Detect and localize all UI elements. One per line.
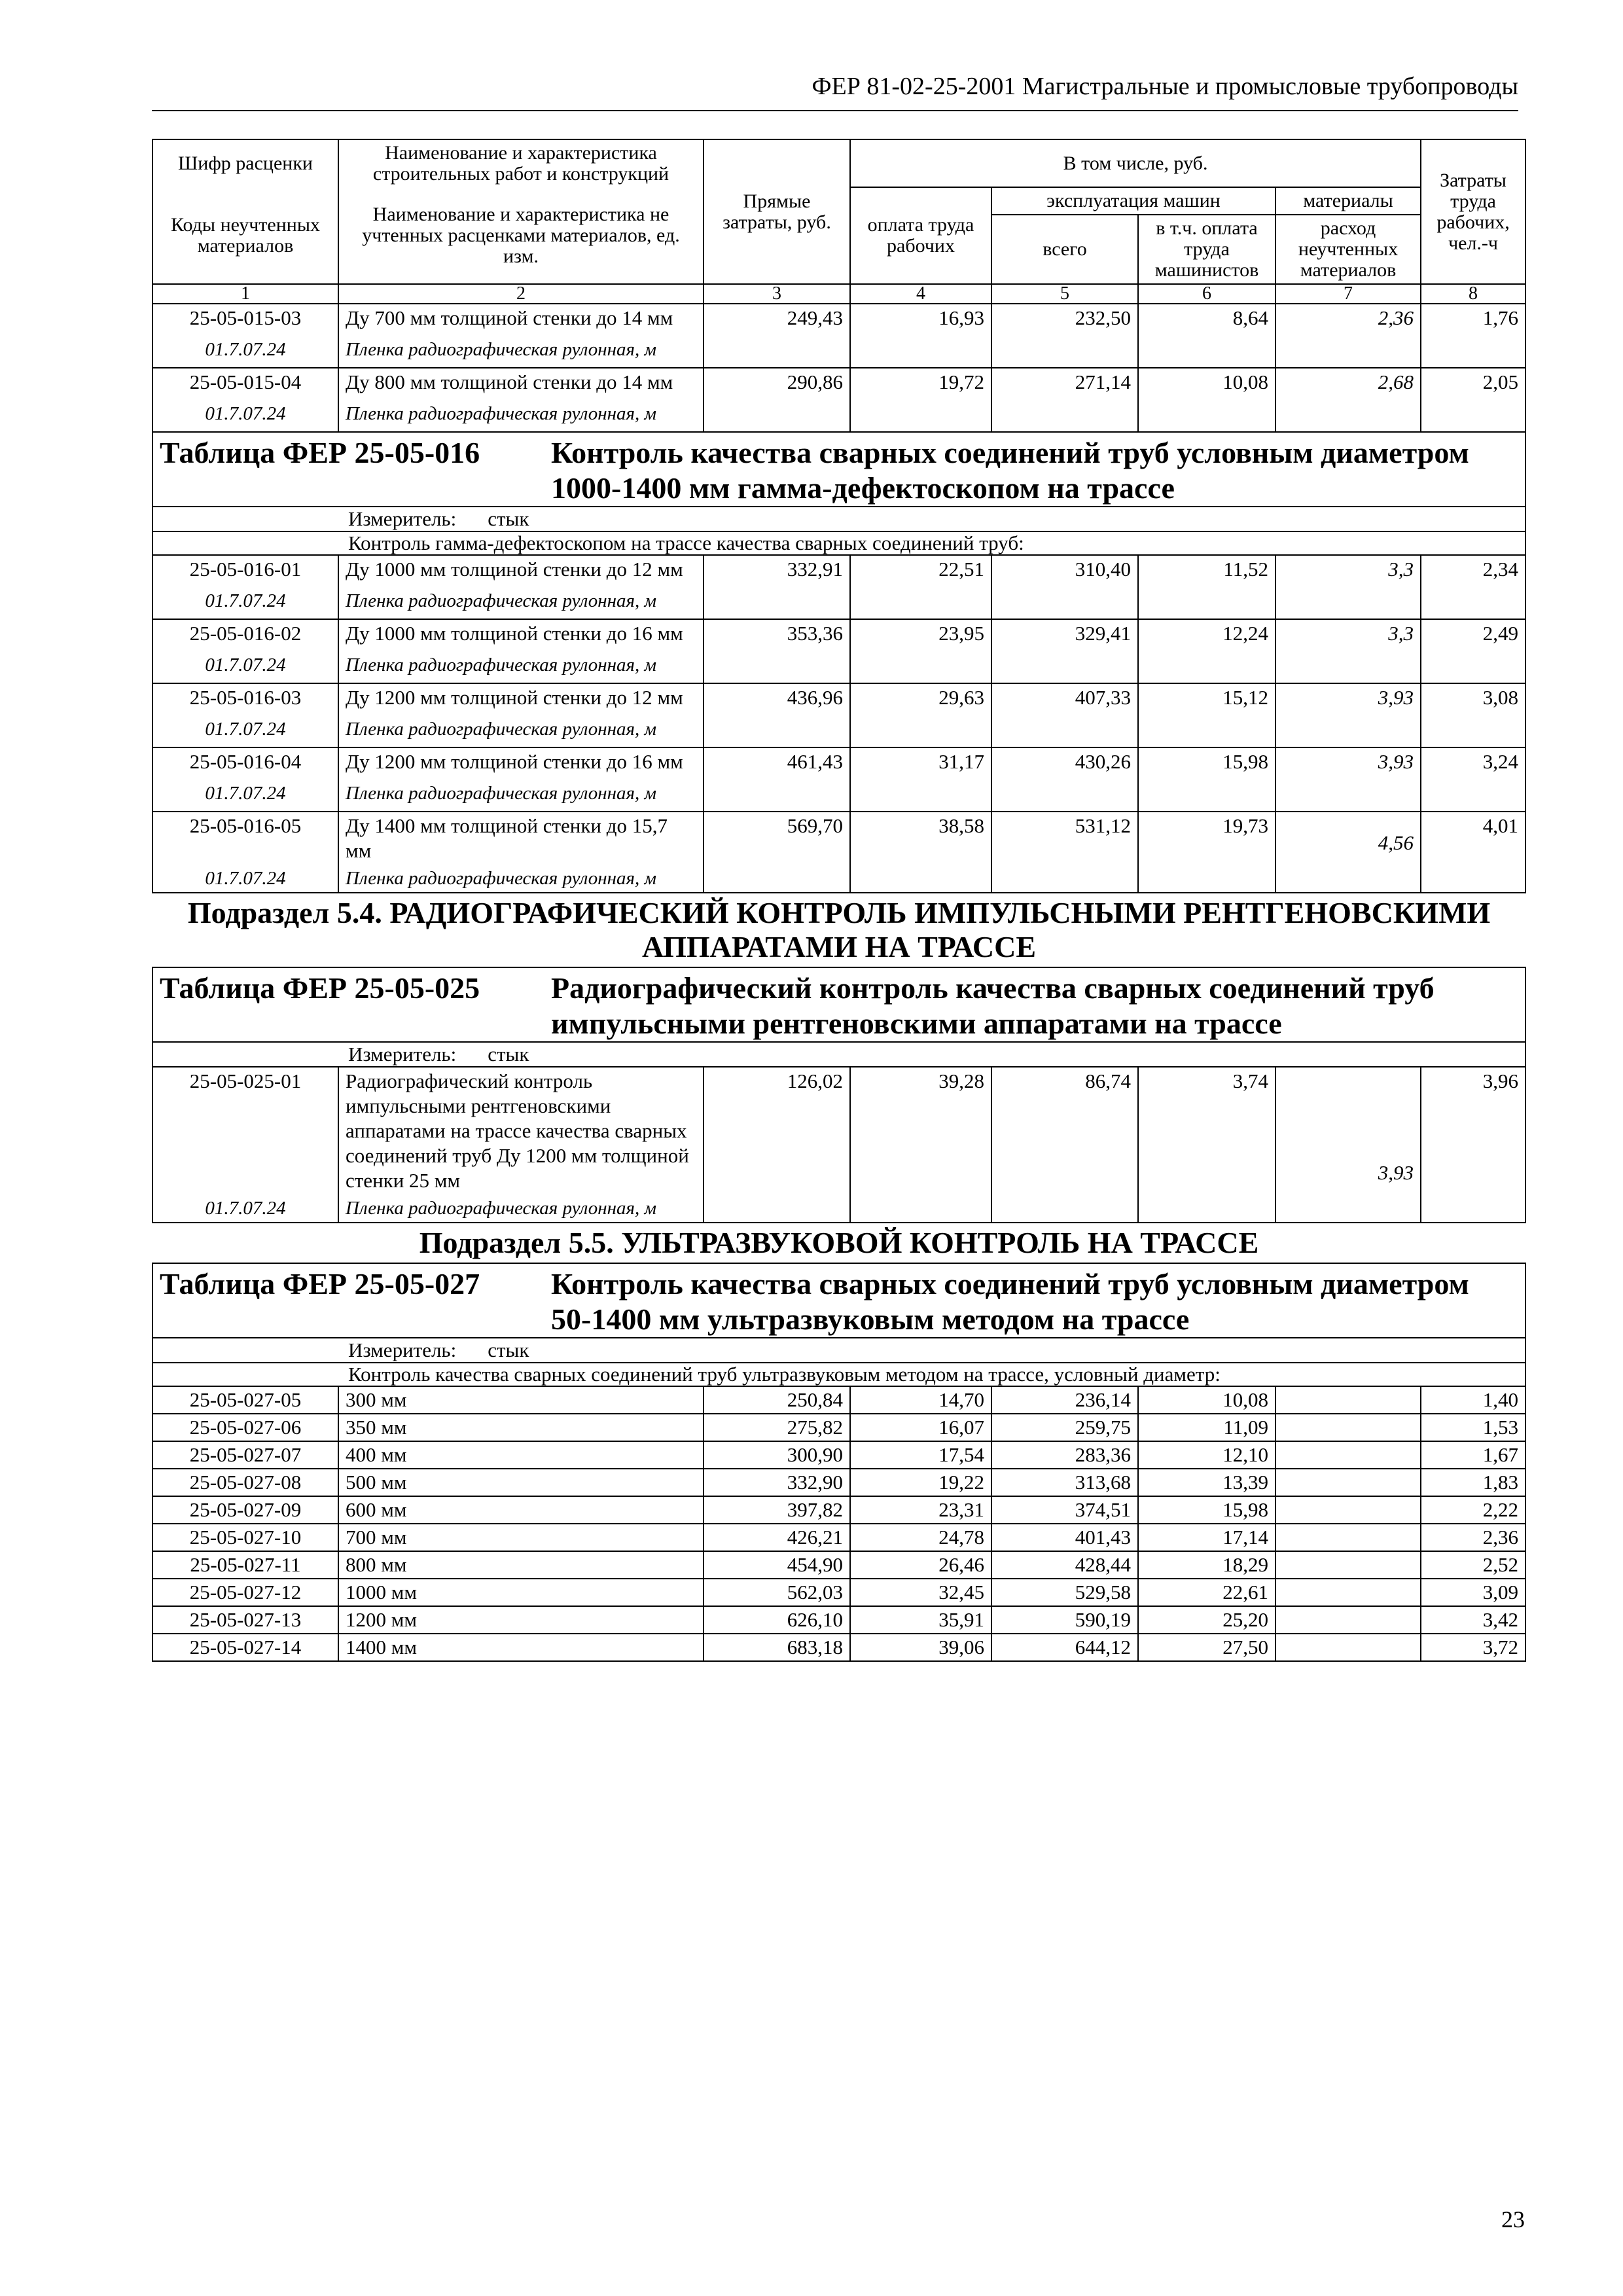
materials-use — [1275, 1524, 1421, 1551]
machines-total: 401,43 — [991, 1524, 1138, 1551]
table-025-heading — [152, 967, 1525, 1067]
price-table — [152, 139, 1526, 1662]
machinist-wage: 18,29 — [1138, 1551, 1275, 1579]
worker-wage: 23,31 — [850, 1496, 991, 1524]
materials-use — [1275, 304, 1421, 368]
header-including: В том числе, руб. — [850, 139, 1421, 187]
labor-costs: 2,22 — [1421, 1496, 1525, 1524]
header-direct-costs: Прямые затраты, руб. — [704, 139, 850, 284]
rate-code: 25-05-027-08 — [152, 1469, 338, 1496]
header-machines-wage: в т.ч. оплата труда машинистов — [1138, 215, 1275, 284]
machinist-wage: 11,52 — [1138, 555, 1275, 619]
machinist-wage: 12,10 — [1138, 1441, 1275, 1469]
header-name-top: Наименование и характеристика строительных работ и конструкций — [338, 139, 704, 187]
labor-costs: 3,96 — [1421, 1067, 1525, 1223]
machinist-wage: 27,50 — [1138, 1634, 1275, 1661]
materials-use — [1275, 555, 1421, 619]
rate-code: 25-05-016-04 — [152, 747, 338, 780]
labor-costs: 3,24 — [1421, 747, 1525, 812]
material-name: Пленка радиографическая рулонная, м — [338, 715, 704, 747]
material-name: Пленка радиографическая рулонная, м — [338, 400, 704, 432]
table-row — [152, 683, 1525, 715]
direct-costs: 397,82 — [704, 1496, 850, 1524]
rate-code: 25-05-015-03 — [152, 304, 338, 336]
table-row — [152, 747, 1525, 780]
table-row — [152, 1606, 1525, 1634]
header-machines-total: всего — [991, 215, 1138, 284]
materials-use — [1275, 619, 1421, 683]
subsection-heading: Подраздел 5.5. УЛЬТРАЗВУКОВОЙ КОНТРОЛЬ НА ТРАССЕ — [152, 1223, 1525, 1263]
machinist-wage: 13,39 — [1138, 1469, 1275, 1496]
rate-code: 25-05-016-01 — [152, 555, 338, 587]
table-title — [152, 967, 1525, 1042]
price-table-container — [152, 139, 1525, 1662]
machines-total: 271,14 — [991, 368, 1138, 432]
material-name: Пленка радиографическая рулонная, м — [338, 780, 704, 812]
work-description: 800 мм — [338, 1551, 704, 1579]
machines-total: 313,68 — [991, 1469, 1138, 1496]
machines-total: 329,41 — [991, 619, 1138, 683]
labor-costs: 2,34 — [1421, 555, 1525, 619]
materials-use — [1275, 1414, 1421, 1441]
materials-use — [1275, 1386, 1421, 1414]
material-amount: 3,3 — [1388, 622, 1414, 645]
rate-code: 25-05-027-07 — [152, 1441, 338, 1469]
machines-total: 428,44 — [991, 1551, 1138, 1579]
measure-label: Измеритель: — [348, 1338, 457, 1361]
materials-use — [1275, 812, 1421, 893]
direct-costs: 569,70 — [704, 812, 850, 893]
machinist-wage: 15,12 — [1138, 683, 1275, 747]
header-machines: эксплуатация машин — [991, 187, 1275, 215]
machines-total: 232,50 — [991, 304, 1138, 368]
work-description: Ду 1400 мм толщиной стенки до 15,7 мм — [338, 812, 704, 865]
machines-total: 283,36 — [991, 1441, 1138, 1469]
direct-costs: 290,86 — [704, 368, 850, 432]
measure-label: Измеритель: — [348, 507, 457, 530]
material-amount: 3,3 — [1388, 558, 1414, 581]
worker-wage: 38,58 — [850, 812, 991, 893]
worker-wage: 19,72 — [850, 368, 991, 432]
direct-costs: 332,91 — [704, 555, 850, 619]
header-code-bottom: Коды неучтенных материалов — [152, 187, 338, 284]
table-title-text: Контроль качества сварных соединений труб условным диаметром 1000-1400 мм гамма-дефектоскопом на трассе — [551, 436, 1469, 505]
rows-015 — [152, 304, 1525, 432]
direct-costs: 683,18 — [704, 1634, 850, 1661]
direct-costs: 436,96 — [704, 683, 850, 747]
work-description: 400 мм — [338, 1441, 704, 1469]
worker-wage: 39,06 — [850, 1634, 991, 1661]
table-row — [152, 1441, 1525, 1469]
column-number: 6 — [1138, 284, 1275, 304]
measure-unit — [152, 1338, 1525, 1363]
material-name: Пленка радиографическая рулонная, м — [338, 587, 704, 619]
worker-wage: 16,07 — [850, 1414, 991, 1441]
table-title — [152, 432, 1525, 507]
machinist-wage: 22,61 — [1138, 1579, 1275, 1606]
materials-use — [1275, 1551, 1421, 1579]
labor-costs: 2,05 — [1421, 368, 1525, 432]
table-label: Таблица ФЕР 25-05-016 — [160, 436, 480, 469]
table-intro: Контроль качества сварных соединений труб ультразвуковым методом на трассе, условный диаметр: — [152, 1363, 1525, 1386]
table-row — [152, 1386, 1525, 1414]
worker-wage: 23,95 — [850, 619, 991, 683]
page-number: 23 — [1501, 2206, 1525, 2233]
labor-costs: 3,72 — [1421, 1634, 1525, 1661]
worker-wage: 17,54 — [850, 1441, 991, 1469]
material-amount: 2,68 — [1378, 370, 1414, 393]
table-label: Таблица ФЕР 25-05-025 — [160, 971, 480, 1005]
work-description: Ду 1000 мм толщиной стенки до 12 мм — [338, 555, 704, 587]
machines-total: 529,58 — [991, 1579, 1138, 1606]
material-code: 01.7.07.24 — [152, 1194, 338, 1223]
machines-total: 86,74 — [991, 1067, 1138, 1223]
labor-costs: 4,01 — [1421, 812, 1525, 893]
direct-costs: 275,82 — [704, 1414, 850, 1441]
table-label: Таблица ФЕР 25-05-027 — [160, 1267, 480, 1300]
machines-total: 590,19 — [991, 1606, 1138, 1634]
material-code: 01.7.07.24 — [152, 400, 338, 432]
direct-costs: 250,84 — [704, 1386, 850, 1414]
machinist-wage: 12,24 — [1138, 619, 1275, 683]
work-description: Ду 1000 мм толщиной стенки до 16 мм — [338, 619, 704, 651]
table-row — [152, 1469, 1525, 1496]
materials-use — [1275, 1634, 1421, 1661]
labor-costs: 2,49 — [1421, 619, 1525, 683]
rate-code: 25-05-016-02 — [152, 619, 338, 651]
machinist-wage: 15,98 — [1138, 747, 1275, 812]
material-code: 01.7.07.24 — [152, 336, 338, 368]
measure-value: стык — [488, 507, 529, 530]
machines-total: 374,51 — [991, 1496, 1138, 1524]
table-row — [152, 1551, 1525, 1579]
rate-code: 25-05-016-05 — [152, 812, 338, 865]
table-row — [152, 304, 1525, 336]
materials-use — [1275, 1469, 1421, 1496]
work-description: 300 мм — [338, 1386, 704, 1414]
machinist-wage: 15,98 — [1138, 1496, 1275, 1524]
material-amount: 3,93 — [1378, 750, 1414, 773]
labor-costs: 3,42 — [1421, 1606, 1525, 1634]
header-materials-use: расход неучтенных материалов — [1275, 215, 1421, 284]
machinist-wage: 19,73 — [1138, 812, 1275, 893]
machinist-wage: 17,14 — [1138, 1524, 1275, 1551]
material-code: 01.7.07.24 — [152, 865, 338, 893]
machinist-wage: 10,08 — [1138, 368, 1275, 432]
material-name: Пленка радиографическая рулонная, м — [338, 1194, 704, 1223]
labor-costs: 3,08 — [1421, 683, 1525, 747]
rows-025 — [152, 1067, 1525, 1223]
rate-code: 25-05-027-05 — [152, 1386, 338, 1414]
labor-costs: 2,36 — [1421, 1524, 1525, 1551]
material-name: Пленка радиографическая рулонная, м — [338, 336, 704, 368]
material-code: 01.7.07.24 — [152, 651, 338, 683]
material-code: 01.7.07.24 — [152, 780, 338, 812]
materials-use — [1275, 1606, 1421, 1634]
direct-costs: 426,21 — [704, 1524, 850, 1551]
measure-unit — [152, 1042, 1525, 1067]
materials-use — [1275, 1067, 1421, 1223]
column-number: 7 — [1275, 284, 1421, 304]
worker-wage: 35,91 — [850, 1606, 991, 1634]
table-row — [152, 1634, 1525, 1661]
rate-code: 25-05-027-10 — [152, 1524, 338, 1551]
rows-027 — [152, 1386, 1525, 1661]
direct-costs: 454,90 — [704, 1551, 850, 1579]
column-number: 2 — [338, 284, 704, 304]
labor-costs: 1,40 — [1421, 1386, 1525, 1414]
machinist-wage: 10,08 — [1138, 1386, 1275, 1414]
table-row — [152, 619, 1525, 651]
work-description: 500 мм — [338, 1469, 704, 1496]
header-materials: материалы — [1275, 187, 1421, 215]
column-number: 3 — [704, 284, 850, 304]
material-name: Пленка радиографическая рулонная, м — [338, 865, 704, 893]
table-016-heading — [152, 432, 1525, 555]
machines-total: 236,14 — [991, 1386, 1138, 1414]
machines-total: 644,12 — [991, 1634, 1138, 1661]
materials-use — [1275, 747, 1421, 812]
direct-costs: 300,90 — [704, 1441, 850, 1469]
table-row — [152, 555, 1525, 587]
material-amount: 2,36 — [1378, 306, 1414, 329]
direct-costs: 461,43 — [704, 747, 850, 812]
direct-costs: 126,02 — [704, 1067, 850, 1223]
header-name-bottom: Наименование и характеристика не учтенных расценками материалов, ед. изм. — [338, 187, 704, 284]
table-027-heading — [152, 1263, 1525, 1386]
machines-total: 407,33 — [991, 683, 1138, 747]
rate-code: 25-05-016-03 — [152, 683, 338, 715]
work-description: 600 мм — [338, 1496, 704, 1524]
work-description: Ду 800 мм толщиной стенки до 14 мм — [338, 368, 704, 400]
rate-code: 25-05-015-04 — [152, 368, 338, 400]
rate-code: 25-05-027-12 — [152, 1579, 338, 1606]
labor-costs: 1,53 — [1421, 1414, 1525, 1441]
work-description: 1200 мм — [338, 1606, 704, 1634]
machinist-wage: 25,20 — [1138, 1606, 1275, 1634]
rate-code: 25-05-027-14 — [152, 1634, 338, 1661]
column-number: 5 — [991, 284, 1138, 304]
worker-wage: 19,22 — [850, 1469, 991, 1496]
direct-costs: 332,90 — [704, 1469, 850, 1496]
machines-total: 531,12 — [991, 812, 1138, 893]
column-number: 1 — [152, 284, 338, 304]
direct-costs: 626,10 — [704, 1606, 850, 1634]
materials-use — [1275, 1441, 1421, 1469]
machines-total: 259,75 — [991, 1414, 1138, 1441]
machinist-wage: 8,64 — [1138, 304, 1275, 368]
rate-code: 25-05-027-13 — [152, 1606, 338, 1634]
direct-costs: 353,36 — [704, 619, 850, 683]
materials-use — [1275, 683, 1421, 747]
worker-wage: 14,70 — [850, 1386, 991, 1414]
material-code: 01.7.07.24 — [152, 587, 338, 619]
table-row — [152, 812, 1525, 865]
table-title — [152, 1263, 1525, 1338]
machinist-wage: 3,74 — [1138, 1067, 1275, 1223]
work-description: 350 мм — [338, 1414, 704, 1441]
rate-code: 25-05-025-01 — [152, 1067, 338, 1194]
header-wage: оплата труда рабочих — [850, 187, 991, 284]
table-title-text: Радиографический контроль качества сварных соединений труб импульсными рентгеновскими аппаратами на трассе — [551, 971, 1435, 1040]
material-name: Пленка радиографическая рулонная, м — [338, 651, 704, 683]
measure-value: стык — [488, 1043, 529, 1066]
material-amount: 3,93 — [1378, 1161, 1414, 1184]
rate-code: 25-05-027-11 — [152, 1551, 338, 1579]
labor-costs: 3,09 — [1421, 1579, 1525, 1606]
worker-wage: 32,45 — [850, 1579, 991, 1606]
table-intro: Контроль гамма-дефектоскопом на трассе качества сварных соединений труб: — [152, 531, 1525, 555]
worker-wage: 31,17 — [850, 747, 991, 812]
direct-costs: 562,03 — [704, 1579, 850, 1606]
table-row — [152, 1524, 1525, 1551]
rate-code: 25-05-027-09 — [152, 1496, 338, 1524]
labor-costs: 2,52 — [1421, 1551, 1525, 1579]
page-header — [152, 71, 1518, 111]
machinist-wage: 11,09 — [1138, 1414, 1275, 1441]
labor-costs: 1,67 — [1421, 1441, 1525, 1469]
subsection-heading: Подраздел 5.4. РАДИОГРАФИЧЕСКИЙ КОНТРОЛЬ ИМПУЛЬСНЫМИ РЕНТГЕНОВСКИМИ АППАРАТАМИ НА ТРАССЕ — [152, 893, 1525, 967]
worker-wage: 22,51 — [850, 555, 991, 619]
materials-use — [1275, 1579, 1421, 1606]
labor-costs: 1,83 — [1421, 1469, 1525, 1496]
measure-label: Измеритель: — [348, 1043, 457, 1066]
table-row — [152, 1414, 1525, 1441]
work-description: Радиографический контроль импульсными рентгеновскими аппаратами на трассе качества сварных соединений труб Ду 1200 мм толщиной стенки 25 мм — [338, 1067, 704, 1194]
table-row — [152, 1496, 1525, 1524]
material-code: 01.7.07.24 — [152, 715, 338, 747]
table-row — [152, 368, 1525, 400]
machines-total: 310,40 — [991, 555, 1138, 619]
worker-wage: 39,28 — [850, 1067, 991, 1223]
worker-wage: 16,93 — [850, 304, 991, 368]
material-amount: 3,93 — [1378, 686, 1414, 709]
worker-wage: 29,63 — [850, 683, 991, 747]
labor-costs: 1,76 — [1421, 304, 1525, 368]
materials-use — [1275, 1496, 1421, 1524]
worker-wage: 26,46 — [850, 1551, 991, 1579]
table-row — [152, 1067, 1525, 1194]
work-description: Ду 1200 мм толщиной стенки до 16 мм — [338, 747, 704, 780]
measure-unit — [152, 507, 1525, 531]
document-title: ФЕР 81-02-25-2001 Магистральные и промысловые трубопроводы — [812, 73, 1518, 100]
worker-wage: 24,78 — [850, 1524, 991, 1551]
column-number: 8 — [1421, 284, 1525, 304]
work-description: 1400 мм — [338, 1634, 704, 1661]
direct-costs: 249,43 — [704, 304, 850, 368]
machines-total: 430,26 — [991, 747, 1138, 812]
table-row — [152, 1579, 1525, 1606]
work-description: 1000 мм — [338, 1579, 704, 1606]
measure-value: стык — [488, 1338, 529, 1361]
materials-use — [1275, 368, 1421, 432]
rate-code: 25-05-027-06 — [152, 1414, 338, 1441]
rows-016 — [152, 555, 1525, 893]
table-title-text: Контроль качества сварных соединений труб условным диаметром 50-1400 мм ультразвуковым методом на трассе — [551, 1267, 1469, 1336]
header-labor-costs: Затраты труда рабочих, чел.-ч — [1421, 139, 1525, 284]
header-code-top: Шифр расценки — [152, 139, 338, 187]
work-description: Ду 700 мм толщиной стенки до 14 мм — [338, 304, 704, 336]
column-number: 4 — [850, 284, 991, 304]
material-amount: 4,56 — [1378, 831, 1414, 854]
work-description: Ду 1200 мм толщиной стенки до 12 мм — [338, 683, 704, 715]
column-numbers-row — [152, 284, 1525, 304]
work-description: 700 мм — [338, 1524, 704, 1551]
